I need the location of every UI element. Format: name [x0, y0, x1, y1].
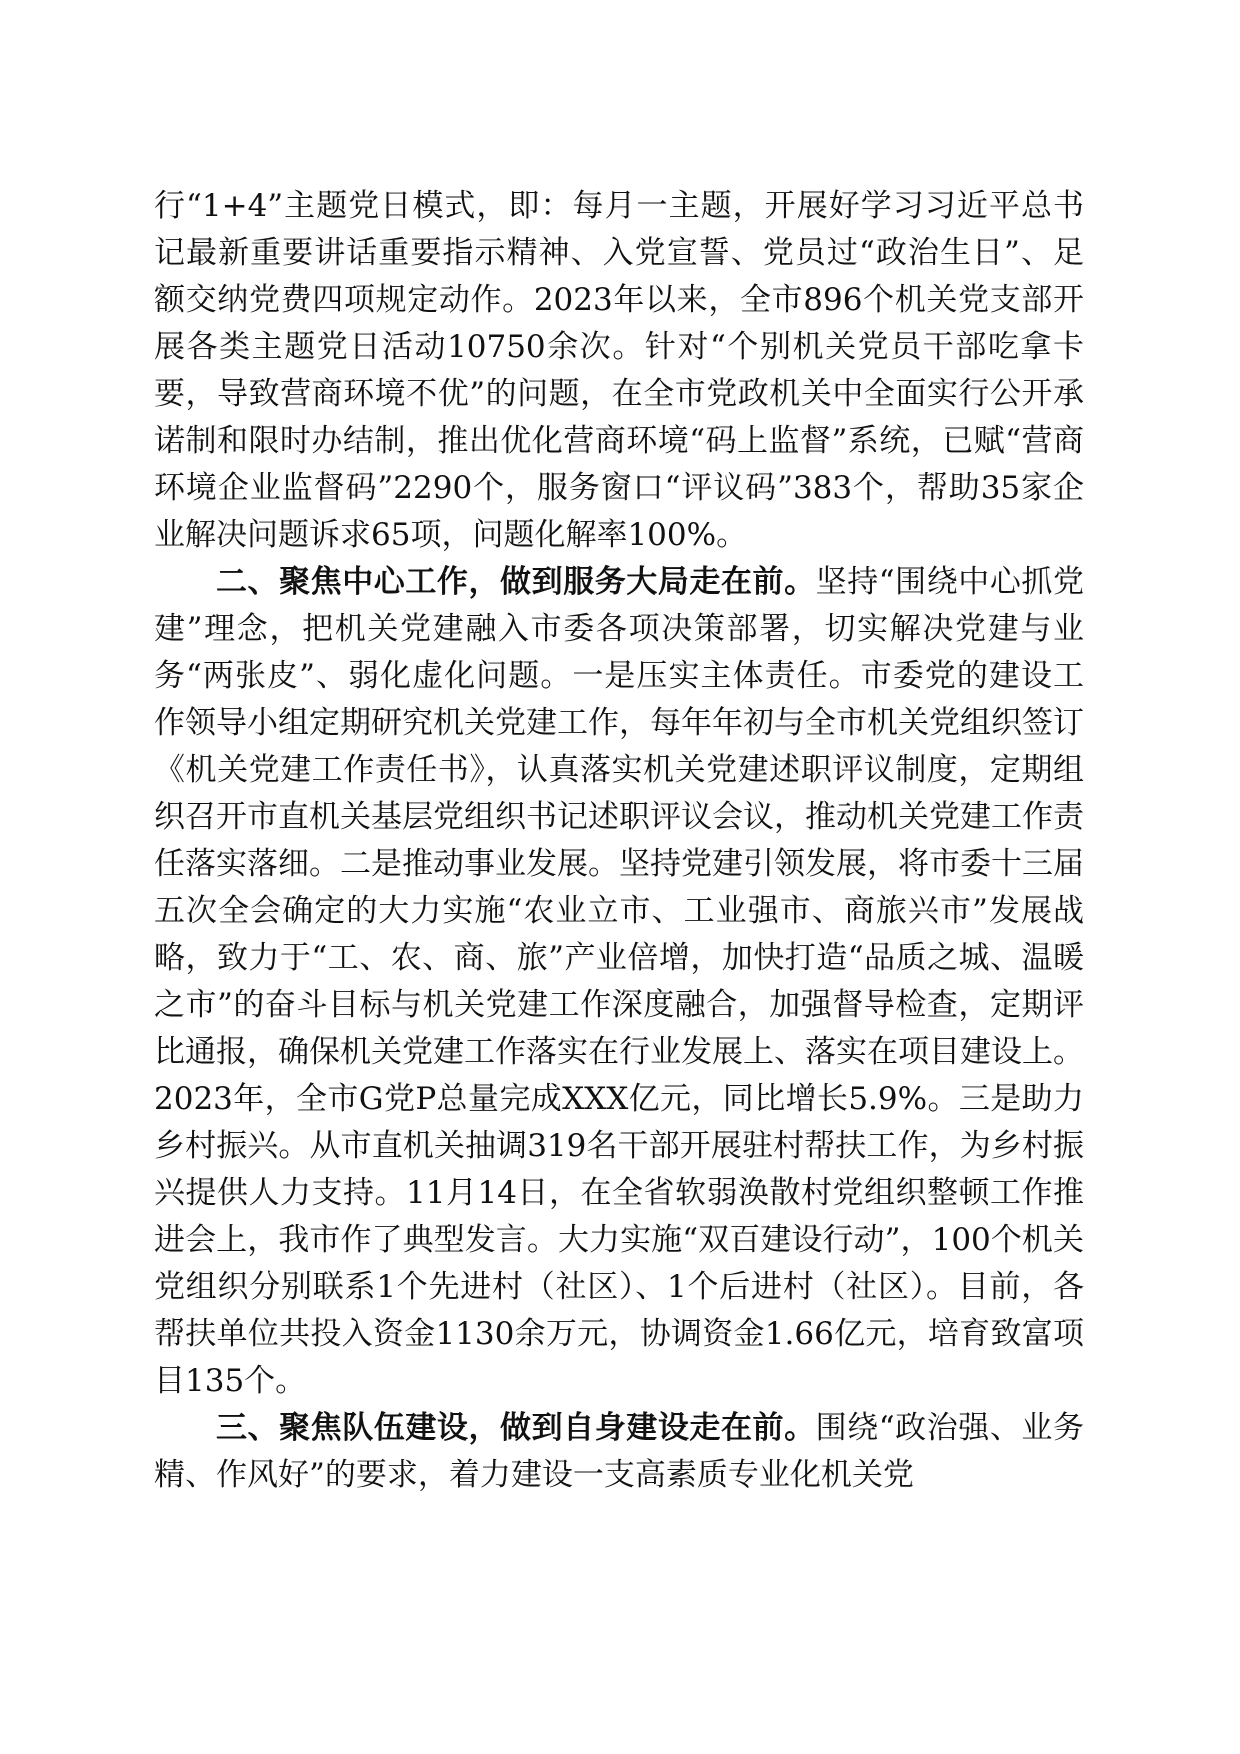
paragraph-text: 行“1+4”主题党日模式，即：每月一主题，开展好学习习近平总书记最新重要讲话重要指示精神、入党宣誓、党员过“政治生日”、足额交纳党费四项规定动作。2023年以来，全市896个机关党支部开展各类主题党日活动10750余次。针对“个别机关党员干部吃拿卡要，导致营商环境不优”的问题，在全市党政机关中全面实行公开承诺制和限时办结制，推出优化营商环境“码上监督”系统，已赋“营商环境企业监督码”2290个，服务窗口“评议码”383个，帮助35家企业解决问题诉求65项，问题化解率100%。	[154, 188, 1084, 553]
paragraph-section-three	[154, 1405, 1084, 1499]
section-heading: 三、聚焦队伍建设，做到自身建设走在前。	[216, 1410, 816, 1446]
paragraph-section-two	[154, 559, 1084, 1405]
paragraph-continued	[154, 183, 1084, 559]
paragraph-text: 坚持“围绕中心抓党建”理念，把机关党建融入市委各项决策部署，切实解决党建与业务“两张皮”、弱化虚化问题。一是压实主体责任。市委党的建设工作领导小组定期研究机关党建工作，每年年初与全市机关党组织签订《机关党建工作责任书》，认真落实机关党建述职评议制度，定期组织召开市直机关基层党组织书记述职评议会议，推动机关党建工作责任落实落细。二是推动事业发展。坚持党建引领发展，将市委十三届五次全会确定的大力实施“农业立市、工业强市、商旅兴市”发展战略，致力于“工、农、商、旅”产业倍增，加快打造“品质之城、温暖之市”的奋斗目标与机关党建工作深度融合，加强督导检查，定期评比通报，确保机关党建工作落实在行业发展上、落实在项目建设上。2023年，全市G党P总量完成XXX亿元，同比增长5.9%。三是助力乡村振兴。从市直机关抽调319名干部开展驻村帮扶工作，为乡村振兴提供人力支持。11月14日，在全省软弱涣散村党组织整顿工作推进会上，我市作了典型发言。大力实施“双百建设行动”，100个机关党组织分别联系1个先进村（社区）、1个后进村（社区）。目前，各帮扶单位共投入资金1130余万元，协调资金1.66亿元，培育致富项目135个。	[154, 564, 1084, 1399]
section-heading: 二、聚焦中心工作，做到服务大局走在前。	[216, 564, 816, 600]
paragraph-text: 围绕“政治强、业务精、作风好”的要求，着力建设一支高素质专业化机关党	[154, 1410, 1084, 1493]
document-page	[154, 183, 1084, 1499]
